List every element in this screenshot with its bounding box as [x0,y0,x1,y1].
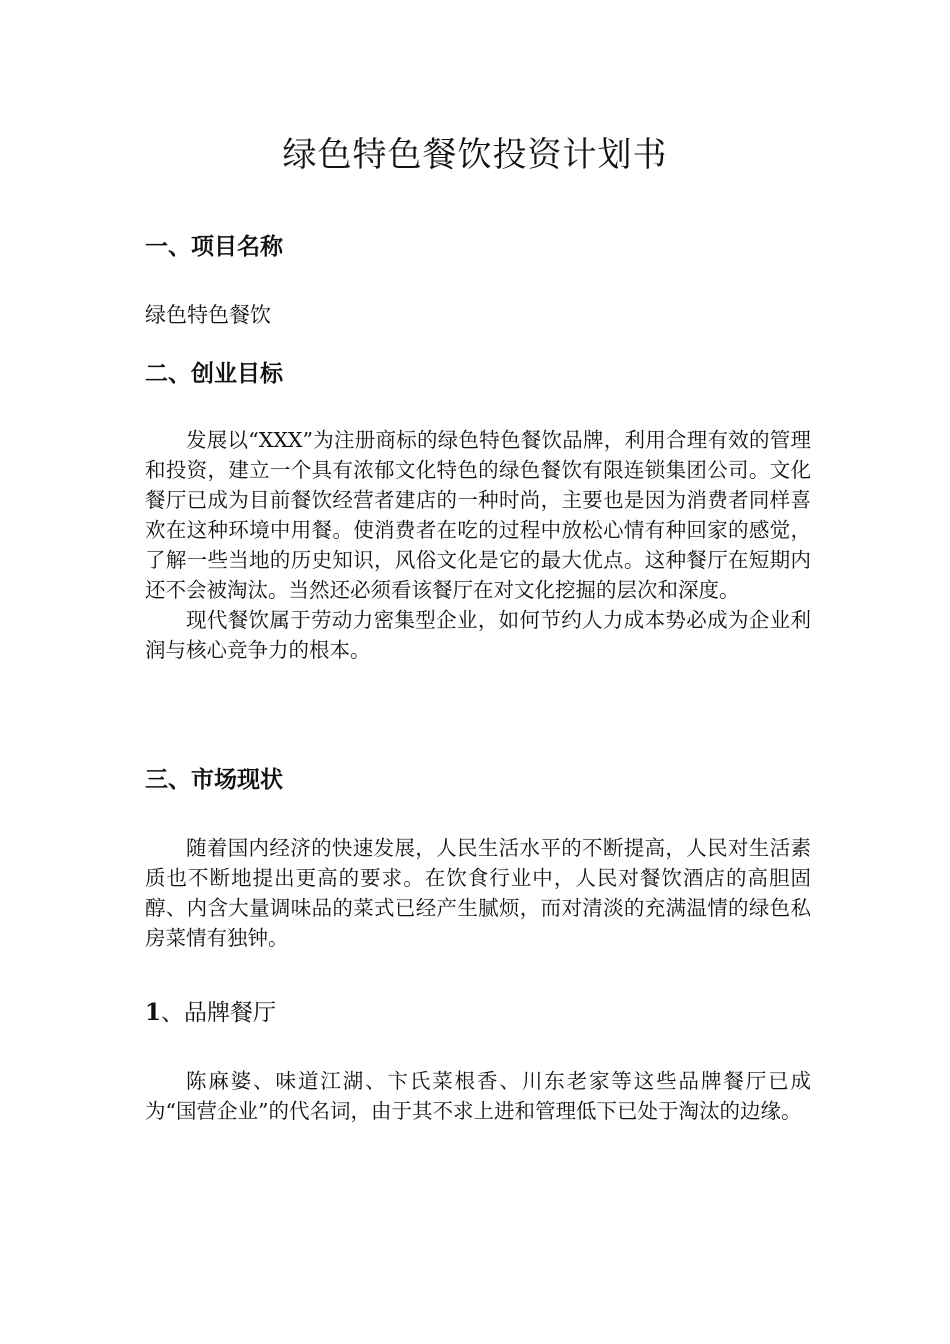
brand-restaurants-body [145,1066,811,1126]
section-heading-project-name: 一、项目名称 [145,234,283,260]
section-heading-business-goal: 二、创业目标 [145,361,283,387]
business-goal-paragraph-1: 发展以“XXX”为注册商标的绿色特色餐饮品牌，利用合理有效的管理和投资，建立一个具有浓郁文化特色的绿色餐饮有限连锁集团公司。文化餐厅已成为目前餐饮经营者建店的一种时尚，主要也是因为消费者同样喜欢在这种环境中用餐。使消费者在吃的过程中放松心情有种回家的感觉，了解一些当地的历史知识，风俗文化是它的最大优点。这种餐厅在短期内还不会被淘汰。当然还必须看该餐厅在对文化挖掘的层次和深度。 [145,428,811,602]
subsection-heading-brand-restaurants [145,996,276,1030]
market-status-body [145,833,811,953]
project-name-text: 绿色特色餐饮 [145,303,271,327]
market-status-paragraph-1: 随着国内经济的快速发展，人民生活水平的不断提高，人民对生活素质也不断地提出更高的要求。在饮食行业中，人民对餐饮酒店的高胆固醇、内含大量调味品的菜式已经产生腻烦，而对清淡的充满温情的绿色私房菜情有独钟。 [145,836,811,950]
business-goal-body [145,425,811,665]
business-goal-paragraph-2: 现代餐饮属于劳动力密集型企业，如何节约人力成本势必成为企业利润与核心竞争力的根本。 [145,608,811,662]
subsection-title: 、品牌餐厅 [161,1000,277,1026]
document-title: 绿色特色餐饮投资计划书 [282,135,668,175]
brand-restaurants-paragraph-1: 陈麻婆、味道江湖、卞氏菜根香、川东老家等这些品牌餐厅已成为“国营企业”的代名词，由于其不求上进和管理低下已处于淘汰的边缘。 [145,1069,811,1123]
section-heading-market-status: 三、市场现状 [145,767,283,793]
subsection-number: 1 [145,999,162,1026]
